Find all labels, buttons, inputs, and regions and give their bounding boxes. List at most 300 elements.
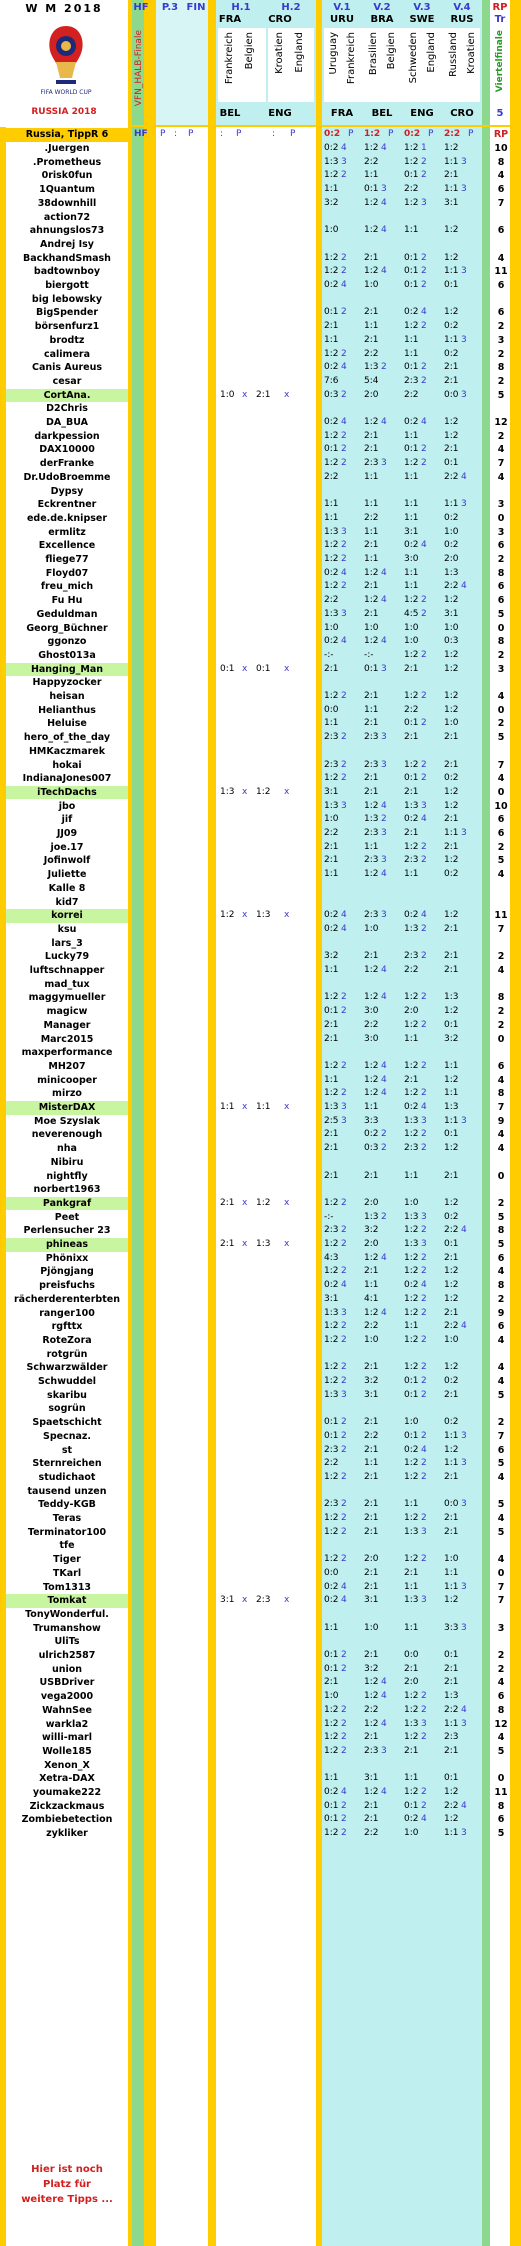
vf4-tipp: 2:1 bbox=[444, 375, 459, 386]
vf1-tipp: 1:2 bbox=[324, 458, 339, 469]
vf3-tipp: 1:2 bbox=[404, 197, 419, 208]
vf4-tipp: 2:1 bbox=[444, 1745, 459, 1756]
table-row bbox=[0, 1293, 521, 1307]
vf3-points: 2 bbox=[421, 1389, 427, 1400]
vf4-tipp: 1:0 bbox=[444, 526, 459, 537]
vf4-points: 3 bbox=[461, 334, 467, 345]
player-name: calimera bbox=[44, 348, 90, 360]
vf1-tipp: 1:2 bbox=[324, 1471, 339, 1482]
round-points: 4 bbox=[497, 252, 505, 264]
vf4-tipp: 1:1 bbox=[444, 499, 459, 510]
round-points: 2 bbox=[497, 1019, 505, 1031]
vf3-tipp: 2:1 bbox=[404, 786, 419, 797]
player-name: maxperformance bbox=[21, 1047, 113, 1059]
vf3-tipp: 0:1 bbox=[404, 1800, 419, 1811]
player-name: CortAna. bbox=[6, 389, 128, 403]
player-name: minicooper bbox=[37, 1074, 97, 1086]
vf4-tipp: 2:2 bbox=[444, 1704, 459, 1715]
sub-h1-p: P bbox=[236, 129, 242, 139]
vf3-points: 3 bbox=[421, 800, 427, 811]
vf1-tipp: 2:2 bbox=[324, 471, 339, 482]
halbfinale-1-tipp: 2:1 bbox=[220, 1197, 235, 1208]
table-row bbox=[0, 1224, 521, 1238]
vf4-tipp: 0:1 bbox=[444, 1773, 459, 1784]
sub-v3-result: 0:2 bbox=[404, 129, 421, 139]
vf4-points: 3 bbox=[461, 156, 467, 167]
table-row bbox=[0, 1142, 521, 1156]
vf1-tipp: 1:2 bbox=[324, 1362, 339, 1373]
vf2-points: 4 bbox=[381, 266, 387, 277]
vf4-tipp: 0:1 bbox=[444, 458, 459, 469]
vf2-points: 2 bbox=[381, 362, 387, 373]
vf1-tipp: 0:1 bbox=[324, 1417, 339, 1428]
player-name: Wolle185 bbox=[42, 1745, 92, 1757]
separator-x: x bbox=[242, 389, 248, 400]
vf1-points: 2 bbox=[341, 1650, 347, 1660]
vf3-tipp: 1:2 bbox=[404, 321, 419, 332]
vf1-tipp: 0:1 bbox=[324, 307, 339, 318]
round-points: 7 bbox=[497, 759, 505, 771]
table-row bbox=[0, 1457, 521, 1471]
vf3-points: 2 bbox=[421, 280, 427, 290]
vf2-tipp: 2:1 bbox=[364, 1513, 379, 1523]
round-points: 4 bbox=[497, 1471, 505, 1483]
v2-team-b-abbr: BEL bbox=[371, 108, 393, 119]
vf2-points: 2 bbox=[381, 814, 387, 825]
vf2-tipp: 2:1 bbox=[364, 691, 379, 701]
round-points: 8 bbox=[497, 1280, 505, 1292]
round-points: 6 bbox=[497, 828, 505, 839]
table-row bbox=[0, 896, 521, 910]
vf1-tipp: 1:3 bbox=[324, 1389, 339, 1400]
vf3-tipp: 1:2 bbox=[404, 1471, 419, 1482]
vf1-points: 2 bbox=[341, 773, 347, 784]
vf2-tipp: 2:2 bbox=[364, 1430, 379, 1441]
table-row bbox=[0, 1649, 521, 1663]
vf1-tipp: 1:1 bbox=[324, 718, 339, 729]
player-name: lars_3 bbox=[51, 937, 83, 949]
vf2-tipp: 2:2 bbox=[364, 156, 379, 167]
table-row bbox=[0, 1019, 521, 1033]
vf4-tipp: 2:1 bbox=[444, 1471, 459, 1482]
vf1-tipp: 1:1 bbox=[324, 1773, 339, 1784]
vf3-tipp: 1:2 bbox=[404, 1513, 419, 1523]
vf4-tipp: 2:1 bbox=[444, 444, 459, 455]
player-name: Xenon_X bbox=[44, 1759, 90, 1771]
vf1-points: 4 bbox=[341, 1595, 347, 1606]
vf2-tipp: 1:2 bbox=[364, 197, 379, 208]
vf1-tipp: 1:2 bbox=[324, 581, 339, 592]
player-name: Spaetschicht bbox=[32, 1417, 102, 1429]
vf2-tipp: 1:2 bbox=[364, 1677, 379, 1688]
player-name: 1Quantum bbox=[39, 184, 95, 196]
vf2-points: 4 bbox=[381, 800, 387, 811]
halbfinale-1-tipp: 1:2 bbox=[220, 910, 235, 921]
vf2-tipp: 3:0 bbox=[364, 1006, 379, 1017]
halbfinale-1-tipp: 1:3 bbox=[220, 786, 235, 797]
table-row bbox=[0, 1594, 521, 1608]
round-points: 5 bbox=[497, 1239, 505, 1250]
vf3-tipp: 2:3 bbox=[404, 375, 419, 386]
table-row bbox=[0, 1813, 521, 1827]
vf3-tipp: 1:2 bbox=[404, 1060, 419, 1071]
round-points: 4 bbox=[497, 1732, 505, 1744]
player-name: tausend unzen bbox=[27, 1485, 107, 1497]
table-row bbox=[0, 937, 521, 951]
round-points: 8 bbox=[497, 156, 505, 168]
round-points: 0 bbox=[497, 1170, 505, 1182]
table-row bbox=[0, 211, 521, 225]
vf4-tipp: 1:1 bbox=[444, 1581, 459, 1592]
table-row bbox=[0, 1101, 521, 1115]
player-name: neverenough bbox=[31, 1129, 103, 1141]
v1-team-b: Frankreich bbox=[346, 32, 357, 85]
vf1-tipp: 2:1 bbox=[324, 1019, 339, 1030]
vf4-tipp: 0:0 bbox=[444, 389, 459, 400]
halbfinale-2-tipp: 1:3 bbox=[256, 910, 271, 921]
col-v1: V.1 bbox=[333, 2, 351, 13]
vf3-points: 2 bbox=[421, 1307, 427, 1318]
vf1-tipp: 1:2 bbox=[324, 1060, 339, 1071]
player-name: norbert1963 bbox=[33, 1184, 101, 1196]
vf4-tipp: 2:1 bbox=[444, 1526, 459, 1537]
vf1-points: 2 bbox=[341, 266, 347, 277]
table-row bbox=[0, 430, 521, 444]
table-header bbox=[0, 0, 521, 127]
vf1-tipp: 0:2 bbox=[324, 923, 339, 934]
vf3-tipp: 0:1 bbox=[404, 1430, 419, 1441]
vf4-tipp: 0:2 bbox=[444, 869, 459, 880]
vf3-points: 3 bbox=[421, 1718, 427, 1729]
player-name: heisan bbox=[49, 691, 85, 702]
round-points: 2 bbox=[497, 1663, 505, 1675]
vf2-tipp: 2:3 bbox=[364, 732, 379, 743]
table-row bbox=[0, 457, 521, 471]
vf2-tipp: 1:1 bbox=[364, 1102, 379, 1112]
vf4-tipp: 2:2 bbox=[444, 471, 459, 482]
round-points: 7 bbox=[497, 197, 505, 209]
vf1-tipp: 0:1 bbox=[324, 1814, 339, 1825]
player-name: IndianaJones007 bbox=[22, 773, 112, 785]
vf1-tipp: 1:1 bbox=[324, 1622, 339, 1633]
player-name: WahnSee bbox=[42, 1704, 92, 1716]
round-points: 6 bbox=[497, 1060, 505, 1072]
player-name: iTechDachs bbox=[6, 786, 128, 800]
table-row bbox=[0, 471, 521, 485]
vf2-tipp: 2:3 bbox=[364, 855, 379, 866]
vf3-points: 2 bbox=[421, 649, 427, 660]
vf4-tipp: 1:2 bbox=[444, 1814, 459, 1825]
vf3-tipp: 2:1 bbox=[404, 1745, 419, 1756]
vf1-tipp: 2:1 bbox=[324, 855, 339, 866]
round-points: 4 bbox=[497, 1334, 505, 1346]
player-name: kid7 bbox=[55, 896, 79, 908]
halbfinale-2-tipp: 1:2 bbox=[256, 786, 271, 797]
table-row bbox=[0, 1087, 521, 1101]
vf2-tipp: 1:1 bbox=[364, 526, 379, 537]
vf1-tipp: 2:2 bbox=[324, 828, 339, 838]
vf1-points: 2 bbox=[341, 1197, 347, 1208]
vf4-points: 3 bbox=[461, 1430, 467, 1441]
player-name: ulrich2587 bbox=[38, 1650, 96, 1661]
world-cup-emblem-icon bbox=[38, 22, 94, 100]
h2-team-b: England bbox=[294, 32, 305, 73]
round-points: 4 bbox=[497, 1362, 505, 1374]
vf2-tipp: 1:2 bbox=[364, 992, 379, 1003]
vf2-tipp: 1:2 bbox=[364, 636, 379, 647]
vf4-tipp: 1:2 bbox=[444, 1074, 459, 1085]
vf2-points: 4 bbox=[381, 1307, 387, 1318]
vf2-points: 4 bbox=[381, 595, 387, 606]
vf3-tipp: 2:0 bbox=[404, 1006, 419, 1017]
vf2-tipp: 2:2 bbox=[364, 1321, 379, 1332]
round-points: 0 bbox=[497, 786, 505, 798]
player-name: nightfly bbox=[46, 1170, 88, 1182]
vf2-tipp: -:- bbox=[364, 649, 374, 660]
vf4-tipp: 2:1 bbox=[444, 1663, 459, 1674]
vf3-tipp: 1:2 bbox=[404, 1266, 419, 1277]
player-name: st bbox=[61, 1444, 73, 1456]
table-row bbox=[0, 1800, 521, 1814]
vf2-tipp: 1:1 bbox=[364, 704, 379, 715]
player-name: ermlitz bbox=[48, 526, 86, 538]
vf4-points: 3 bbox=[461, 1718, 467, 1729]
vf3-tipp: 0:1 bbox=[404, 280, 419, 290]
player-name: Helianthus bbox=[38, 704, 96, 716]
vf2-points: 3 bbox=[381, 458, 387, 469]
vf1-tipp: 2:1 bbox=[324, 1033, 339, 1044]
table-row bbox=[0, 293, 521, 307]
round-points: 6 bbox=[497, 1252, 505, 1264]
vf2-tipp: 1:3 bbox=[364, 362, 379, 373]
vf4-tipp: 3:1 bbox=[444, 197, 459, 208]
vf1-tipp: 7:6 bbox=[324, 375, 339, 386]
round-points: 5 bbox=[497, 732, 505, 744]
round-points: 7 bbox=[497, 923, 505, 935]
player-name: vega2000 bbox=[40, 1691, 94, 1703]
table-row bbox=[0, 1581, 521, 1595]
v4-team-b: Kroatien bbox=[466, 32, 477, 74]
table-row bbox=[0, 1211, 521, 1225]
vf3-tipp: 1:2 bbox=[404, 1307, 419, 1318]
vf1-points: 2 bbox=[341, 444, 347, 455]
vf3-tipp: 2:3 bbox=[404, 855, 419, 866]
v3-team-a: Schweden bbox=[408, 32, 419, 84]
vf1-points: 2 bbox=[341, 1266, 347, 1277]
table-row bbox=[0, 1320, 521, 1334]
vf1-points: 2 bbox=[341, 1471, 347, 1482]
sub-v2-p: P bbox=[388, 129, 394, 139]
vf3-tipp: 1:0 bbox=[404, 1197, 419, 1208]
vf1-tipp: 1:0 bbox=[324, 814, 339, 825]
v4-team-a: Russland bbox=[448, 32, 459, 77]
round-points: 3 bbox=[497, 663, 505, 675]
vf4-tipp: 1:2 bbox=[444, 1280, 459, 1291]
table-row bbox=[0, 1115, 521, 1129]
vf1-tipp: 0:2 bbox=[324, 910, 339, 921]
vf3-tipp: 0:2 bbox=[404, 1444, 419, 1455]
sub-h1-colon: : bbox=[220, 129, 224, 139]
vf2-tipp: 1:1 bbox=[364, 471, 379, 482]
vf1-tipp: 1:2 bbox=[324, 1239, 339, 1249]
vf4-tipp: 2:1 bbox=[444, 1513, 459, 1523]
vf2-tipp: 2:0 bbox=[364, 389, 379, 400]
vf4-points: 3 bbox=[461, 1828, 467, 1839]
logo-russia-text: RUSSIA 2018 bbox=[31, 107, 97, 117]
vf4-tipp: 1:1 bbox=[444, 1060, 459, 1071]
footer-line-3: weitere Tipps ... bbox=[21, 2194, 113, 2205]
vf3-points: 2 bbox=[421, 1691, 427, 1702]
vf3-tipp: 0:2 bbox=[404, 1814, 419, 1825]
vf1-tipp: 1:1 bbox=[324, 512, 339, 523]
player-name: Moe Szyslak bbox=[34, 1115, 100, 1127]
round-points: 2 bbox=[497, 1006, 505, 1018]
vf1-tipp: 0:1 bbox=[324, 444, 339, 455]
table-row bbox=[0, 1731, 521, 1745]
round-points: 0 bbox=[497, 1773, 505, 1785]
vf1-tipp: 1:2 bbox=[324, 1704, 339, 1715]
player-name: fliege77 bbox=[45, 554, 89, 565]
vf3-tipp: 1:3 bbox=[404, 1115, 419, 1126]
vf4-tipp: 1:3 bbox=[444, 1691, 459, 1702]
vf3-tipp: 1:1 bbox=[404, 430, 419, 441]
round-points: 6 bbox=[497, 595, 505, 607]
v1-team-b-abbr: FRA bbox=[330, 108, 354, 119]
round-points: 4 bbox=[497, 1677, 505, 1689]
vf4-tipp: 1:2 bbox=[444, 595, 459, 606]
vf1-points: 2 bbox=[341, 1376, 347, 1386]
vf1-points: 2 bbox=[341, 1554, 347, 1565]
player-name: TKarl bbox=[52, 1567, 82, 1579]
round-points: 2 bbox=[497, 348, 505, 360]
table-row bbox=[0, 1046, 521, 1060]
vf3-tipp: 2:1 bbox=[404, 663, 419, 674]
vf2-tipp: 2:1 bbox=[364, 608, 379, 619]
table-row bbox=[0, 717, 521, 731]
vf3-tipp: 1:3 bbox=[404, 923, 419, 934]
table-row bbox=[0, 608, 521, 622]
player-name: brodtz bbox=[49, 334, 85, 346]
vf2-tipp: 1:3 bbox=[364, 814, 379, 825]
vf4-points: 3 bbox=[461, 389, 467, 400]
player-name: Lucky79 bbox=[44, 951, 90, 963]
round-points: 4 bbox=[497, 1129, 505, 1141]
vf3-points: 2 bbox=[421, 375, 427, 386]
separator-x: x bbox=[242, 1102, 248, 1112]
vf2-tipp: 1:1 bbox=[364, 321, 379, 332]
vf1-tipp: 1:2 bbox=[324, 170, 339, 181]
vf2-points: 4 bbox=[381, 1088, 387, 1099]
player-name: Excellence bbox=[38, 540, 96, 552]
vf3-points: 2 bbox=[421, 1787, 427, 1797]
vf2-tipp: 1:2 bbox=[364, 1307, 379, 1318]
player-name: börsenfurz1 bbox=[34, 321, 100, 333]
player-name: mad_tux bbox=[44, 978, 90, 990]
vf1-points: 2 bbox=[341, 1417, 347, 1428]
vf3-tipp: 1:2 bbox=[404, 595, 419, 606]
vf4-tipp: 1:1 bbox=[444, 1088, 459, 1099]
vf2-tipp: 3:2 bbox=[364, 1663, 379, 1674]
vf1-points: 2 bbox=[341, 1704, 347, 1715]
vf1-points: 4 bbox=[341, 362, 347, 373]
vf1-tipp: 1:1 bbox=[324, 1074, 339, 1085]
vf3-tipp: 1:3 bbox=[404, 1211, 419, 1222]
vf1-points: 3 bbox=[341, 156, 347, 167]
vf1-tipp: 1:2 bbox=[324, 1718, 339, 1729]
player-name: .Prometheus bbox=[32, 156, 102, 168]
vf1-tipp: 3:2 bbox=[324, 197, 339, 208]
round-points: 5 bbox=[497, 1526, 505, 1538]
vf2-tipp: 2:1 bbox=[364, 540, 379, 551]
vf1-points: 3 bbox=[341, 1389, 347, 1400]
vf1-points: 2 bbox=[341, 1444, 347, 1455]
vf4-points: 4 bbox=[461, 1704, 467, 1715]
vf2-points: 4 bbox=[381, 1691, 387, 1702]
vf1-tipp: 1:2 bbox=[324, 992, 339, 1003]
vf1-points: 4 bbox=[341, 1581, 347, 1592]
player-name: rgfttx bbox=[51, 1321, 83, 1333]
player-name: DAX10000 bbox=[39, 444, 95, 456]
vf1-points: 2 bbox=[341, 1526, 347, 1537]
tipp-round-label: Russia, TippR 6 bbox=[6, 128, 128, 142]
table-row bbox=[0, 594, 521, 608]
vf3-tipp: 1:2 bbox=[404, 1554, 419, 1565]
vf2-tipp: 2:1 bbox=[364, 1800, 379, 1811]
player-name: Happyzocker bbox=[32, 677, 102, 689]
player-name: JJ09 bbox=[56, 828, 78, 839]
footer-line-1: Hier ist noch bbox=[31, 2164, 103, 2175]
table-row bbox=[0, 772, 521, 786]
vf3-points: 3 bbox=[421, 1595, 427, 1606]
col-h2: H.2 bbox=[281, 2, 301, 13]
vf3-tipp: 0:2 bbox=[404, 307, 419, 318]
player-name: Pjöngjang bbox=[40, 1266, 94, 1278]
vf2-points: 4 bbox=[381, 225, 387, 236]
player-name: Zickzackmaus bbox=[29, 1800, 105, 1812]
vf1-tipp: 2:3 bbox=[324, 759, 339, 770]
vf2-tipp: 2:1 bbox=[364, 307, 379, 318]
table-row bbox=[0, 252, 521, 266]
vf1-points: 2 bbox=[341, 540, 347, 551]
player-name: joe.17 bbox=[50, 841, 84, 853]
vf1-tipp: 0:1 bbox=[324, 1800, 339, 1811]
vf4-tipp: 0:1 bbox=[444, 1129, 459, 1140]
vf2-tipp: 1:2 bbox=[364, 1088, 379, 1099]
table-row bbox=[0, 512, 521, 526]
table-row bbox=[0, 745, 521, 759]
player-name: union bbox=[51, 1663, 83, 1675]
vf2-tipp: 1:3 bbox=[364, 1211, 379, 1222]
vf3-points: 2 bbox=[421, 1376, 427, 1386]
vf4-tipp: 1:2 bbox=[444, 143, 459, 153]
vf1-points: 4 bbox=[341, 1787, 347, 1797]
vf4-tipp: 1:2 bbox=[444, 430, 459, 441]
table-row bbox=[0, 731, 521, 745]
player-name: Tom1313 bbox=[42, 1581, 92, 1593]
vf3-points: 2 bbox=[421, 1088, 427, 1099]
subheader-row bbox=[0, 128, 521, 142]
separator-x: x bbox=[284, 1197, 290, 1208]
player-name: rächerderenterbten bbox=[14, 1293, 120, 1305]
table-row bbox=[0, 567, 521, 581]
vf1-points: 2 bbox=[341, 992, 347, 1003]
vf3-tipp: 1:1 bbox=[404, 581, 419, 592]
player-name: ksu bbox=[57, 923, 77, 935]
vf3-tipp: 2:3 bbox=[404, 1143, 419, 1154]
round-points: 7 bbox=[497, 1581, 505, 1593]
sub-p3: P bbox=[160, 129, 166, 139]
vf4-tipp: 1:2 bbox=[444, 307, 459, 318]
